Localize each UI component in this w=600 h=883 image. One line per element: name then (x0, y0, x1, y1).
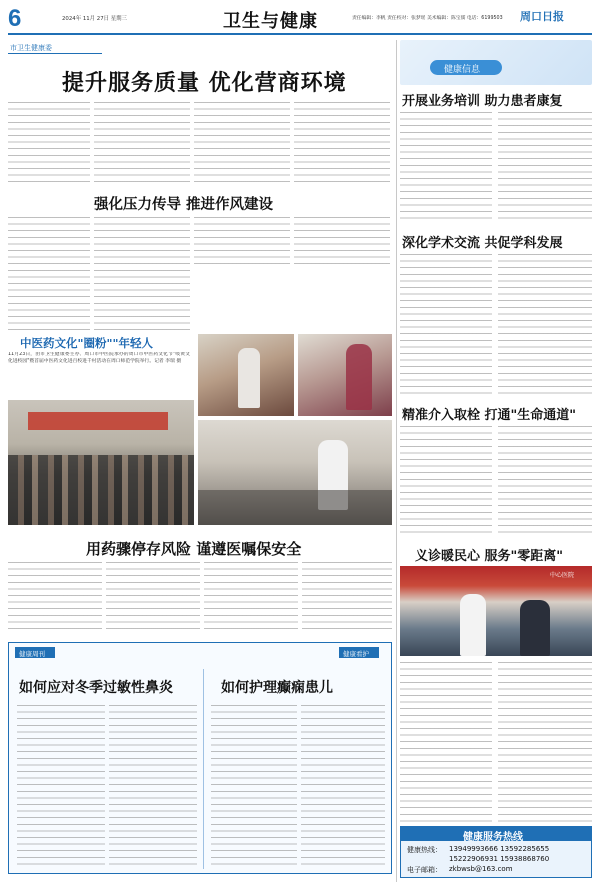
subheadline-2: 用药骤停存风险 谨遵医嘱保安全 (86, 540, 302, 558)
photo-figure (238, 348, 260, 408)
right-col-2a (400, 254, 492, 399)
article-column-5 (8, 217, 90, 332)
photo-sign-text: 中心医院 (550, 572, 575, 579)
hotline-phone-label: 健康热线： (407, 846, 442, 854)
health-info-badge (400, 40, 592, 85)
page-number: 6 (8, 5, 22, 32)
hotline-phone[interactable]: 13949993666 13592285655 (449, 845, 550, 853)
photo-banner (28, 412, 168, 430)
article-column-3 (194, 102, 290, 186)
hotline-title: 健康服务热线 (463, 832, 523, 843)
article-column-12 (302, 562, 392, 634)
badge-pill (430, 60, 502, 75)
article-column-7 (194, 217, 290, 267)
hotline-title-bar (401, 827, 591, 841)
hotline-phone-2[interactable]: 15222906931 15938868760 (449, 855, 550, 863)
health-box-right-col-1 (211, 705, 297, 867)
article-column-4 (294, 102, 390, 186)
right-col-3a (400, 426, 492, 534)
kicker (8, 40, 102, 54)
photo-caption: 11月23日，由市卫生健康委主办、周口市中医院承办的周口市中医药文化节"岐黄文化进校园"暨首届中医药文化进百校进千村活动在周口师范学院举行。记者 李瑞 摄 (8, 352, 190, 364)
photo-consultation (298, 334, 392, 416)
header-rule (8, 33, 592, 35)
article-column-8 (294, 217, 390, 267)
right-col-1a (400, 112, 492, 224)
health-box (8, 642, 392, 874)
issue-date: 2024年 11月 27日 星期三 (62, 16, 127, 22)
right-col-2b (498, 254, 592, 399)
right-headline-1: 开展业务培训 助力患者康复 (402, 94, 563, 109)
article-column-2 (94, 102, 190, 186)
photo-free-clinic (400, 566, 592, 656)
hotline-email[interactable]: zkbwsb@163.com (449, 865, 513, 873)
section-title: 卫生与健康 (223, 11, 318, 32)
health-box-tab-left (15, 647, 55, 658)
health-box-divider (203, 669, 204, 869)
health-box-tab-left-label: 健康周刊 (19, 649, 45, 658)
hotline-box (400, 826, 592, 878)
main-headline: 提升服务质量 优化营商环境 (62, 70, 347, 96)
photo-clinic (198, 420, 392, 525)
article-column-11 (204, 562, 298, 634)
photo-acupuncture (198, 334, 294, 416)
photo-exhibition (8, 400, 194, 525)
newspaper-logo: 周口日报 (520, 10, 564, 23)
photo-patient (520, 600, 550, 656)
health-box-left-col-1 (17, 705, 105, 867)
right-col-1b (498, 112, 592, 224)
article-column-10 (106, 562, 200, 634)
health-box-tab-right-label: 健康看护 (343, 649, 369, 658)
photo-feature-title: 中医药文化"圈粉""年轻人 (20, 336, 153, 350)
article-column-6 (94, 217, 190, 332)
kicker-label: 市卫生健康委 (10, 44, 52, 52)
right-headline-4: 义诊暖民心 服务"零距离" (415, 549, 564, 564)
photo-crowd (8, 455, 194, 525)
right-headline-2: 深化学术交流 共促学科发展 (402, 236, 563, 251)
health-box-right-col-2 (301, 705, 385, 867)
photo-figure-2 (346, 344, 372, 410)
right-col-4a (400, 662, 492, 822)
health-box-right-title: 如何护理癫痫患儿 (221, 680, 333, 696)
article-column-1 (8, 102, 90, 186)
photo-table (198, 490, 392, 525)
health-box-tab-right (339, 647, 379, 658)
column-rule (396, 40, 397, 882)
right-col-3b (498, 426, 592, 534)
subheadline-1: 强化压力传导 推进作风建设 (94, 196, 274, 213)
hotline-email-label: 电子邮箱： (407, 866, 442, 874)
photo-doctor-right (460, 594, 486, 656)
health-box-left-col-2 (109, 705, 197, 867)
badge-label: 健康信息 (444, 65, 481, 75)
health-box-left-title: 如何应对冬季过敏性鼻炎 (19, 680, 173, 696)
article-column-9 (8, 562, 102, 634)
editor-credits: 责任编辑：李帆 责任校对：张梦瑶 美术编辑：陈宝儒 电话：6199503 (352, 16, 503, 21)
right-headline-3: 精准介入取栓 打通"生命通道" (402, 408, 577, 423)
right-col-4b (498, 662, 592, 822)
